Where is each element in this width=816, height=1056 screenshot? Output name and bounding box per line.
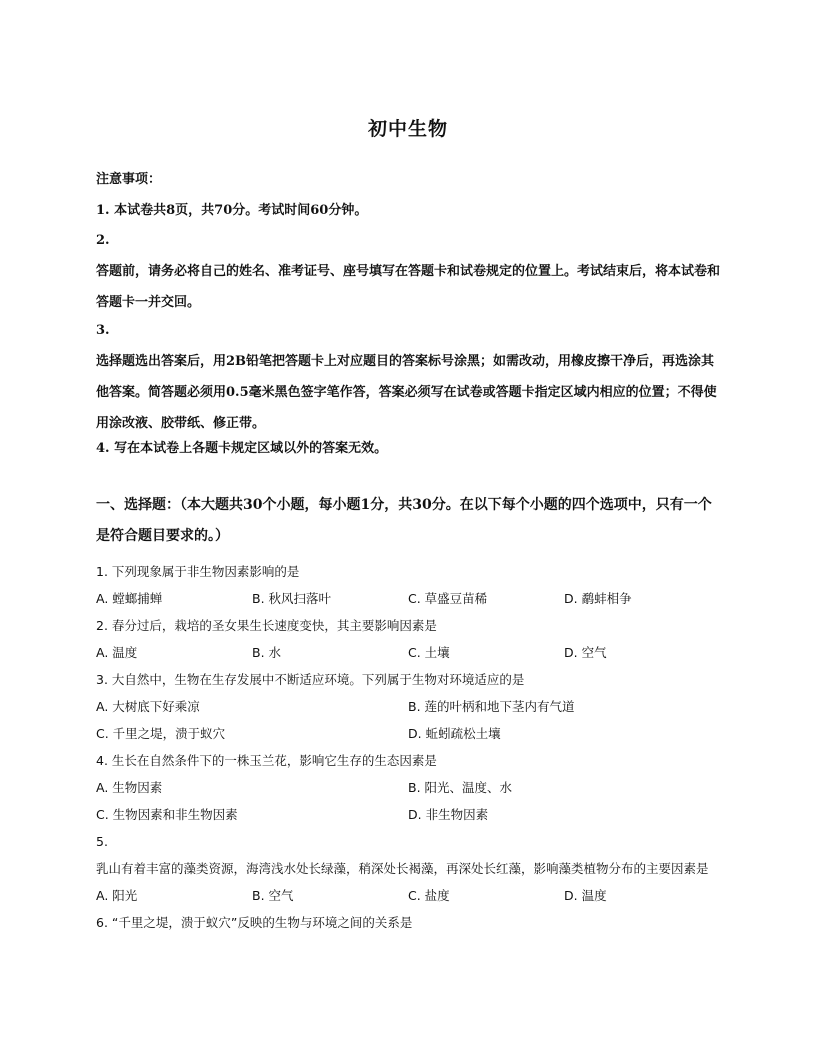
question-5-number: 5. <box>96 834 108 849</box>
question-1-options <box>96 585 724 612</box>
notice-block <box>96 170 724 469</box>
question-1-option-b: B. 秋风扫落叶 <box>252 591 332 606</box>
question-3-option-c: C. 千里之堤，溃于蚁穴 <box>96 726 226 741</box>
question-5-options <box>96 882 724 909</box>
question-2-option-c: C. 土壤 <box>408 645 450 660</box>
notice-heading: 注意事项： <box>96 172 162 187</box>
question-3-option-d: D. 蚯蚓疏松土壤 <box>408 726 501 741</box>
question-6-stem: 6. “千里之堤，溃于蚁穴”反映的生物与环境之间的关系是 <box>96 915 413 930</box>
question-2-option-b: B. 水 <box>252 645 282 660</box>
question-4-option-b: B. 阳光、温度、水 <box>408 780 513 795</box>
question-4-options-row-2 <box>96 801 724 828</box>
question-3-options-row-2 <box>96 720 724 747</box>
question-3-stem: 3. 大自然中，生物在生存发展中不断适应环境。下列属于生物对环境适应的是 <box>96 672 525 687</box>
notice-item-3-text: 选择题选出答案后，用2B铅笔把答题卡上对应题目的答案标号涂黑；如需改动，用橡皮擦干净后，再选涂其他答案。简答题必须用0.5毫米黑色签字笔作答，答案必须写在试卷或答题卡指定区域内相应的位置；不得使用涂改液、胶带纸、修正带。 <box>96 354 717 431</box>
question-1-option-d: D. 鹬蚌相争 <box>564 591 632 606</box>
question-4-options-row-1 <box>96 774 724 801</box>
question-4-option-c: C. 生物因素和非生物因素 <box>96 807 238 822</box>
question-5-option-a: A. 阳光 <box>96 888 138 903</box>
question-3-options-row-1 <box>96 693 724 720</box>
question-2-option-a: A. 温度 <box>96 645 138 660</box>
question-1-stem: 1. 下列现象属于非生物因素影响的是 <box>96 564 300 579</box>
notice-item-1: 1. 本试卷共8页，共70分。考试时间60分钟。 <box>96 203 368 218</box>
question-2-stem: 2. 春分过后，栽培的圣女果生长速度变快，其主要影响因素是 <box>96 618 437 633</box>
question-5-option-c: C. 盐度 <box>408 888 450 903</box>
notice-item-4: 4. 写在本试卷上各题卡规定区域以外的答案无效。 <box>96 441 388 456</box>
notice-item-2-text: 答题前，请务必将自己的姓名、准考证号、座号填写在答题卡和试卷规定的位置上。考试结束后，将本试卷和答题卡一并交回。 <box>96 264 721 310</box>
question-4-option-d: D. 非生物因素 <box>408 807 489 822</box>
question-1-option-c: C. 草盛豆苗稀 <box>408 591 488 606</box>
question-3-option-a: A. 大树底下好乘凉 <box>96 699 200 714</box>
question-list <box>96 558 724 936</box>
page-title: 初中生物 <box>367 118 448 140</box>
section-title: 一、选择题：（本大题共30个小题，每小题1分，共30分。在以下每个小题的四个选项中，只有一个是符合题目要求的。） <box>96 497 712 544</box>
question-4-option-a: A. 生物因素 <box>96 780 163 795</box>
question-3-option-b: B. 莲的叶柄和地下茎内有气道 <box>408 699 575 714</box>
question-2-option-d: D. 空气 <box>564 645 607 660</box>
notice-item-3-number: 3. <box>96 323 110 338</box>
question-5-option-b: B. 空气 <box>252 888 294 903</box>
question-5-stem: 乳山有着丰富的藻类资源，海湾浅水处长绿藻，稍深处长褐藻，再深处长红藻，影响藻类植物分布的主要因素是 <box>96 861 709 876</box>
section-choice <box>96 490 724 552</box>
question-5-option-d: D. 温度 <box>564 888 607 903</box>
question-1-option-a: A. 螳螂捕蝉 <box>96 591 163 606</box>
question-2-options <box>96 639 724 666</box>
question-4-stem: 4. 生长在自然条件下的一株玉兰花，影响它生存的生态因素是 <box>96 753 437 768</box>
notice-item-2-number: 2. <box>96 233 110 248</box>
